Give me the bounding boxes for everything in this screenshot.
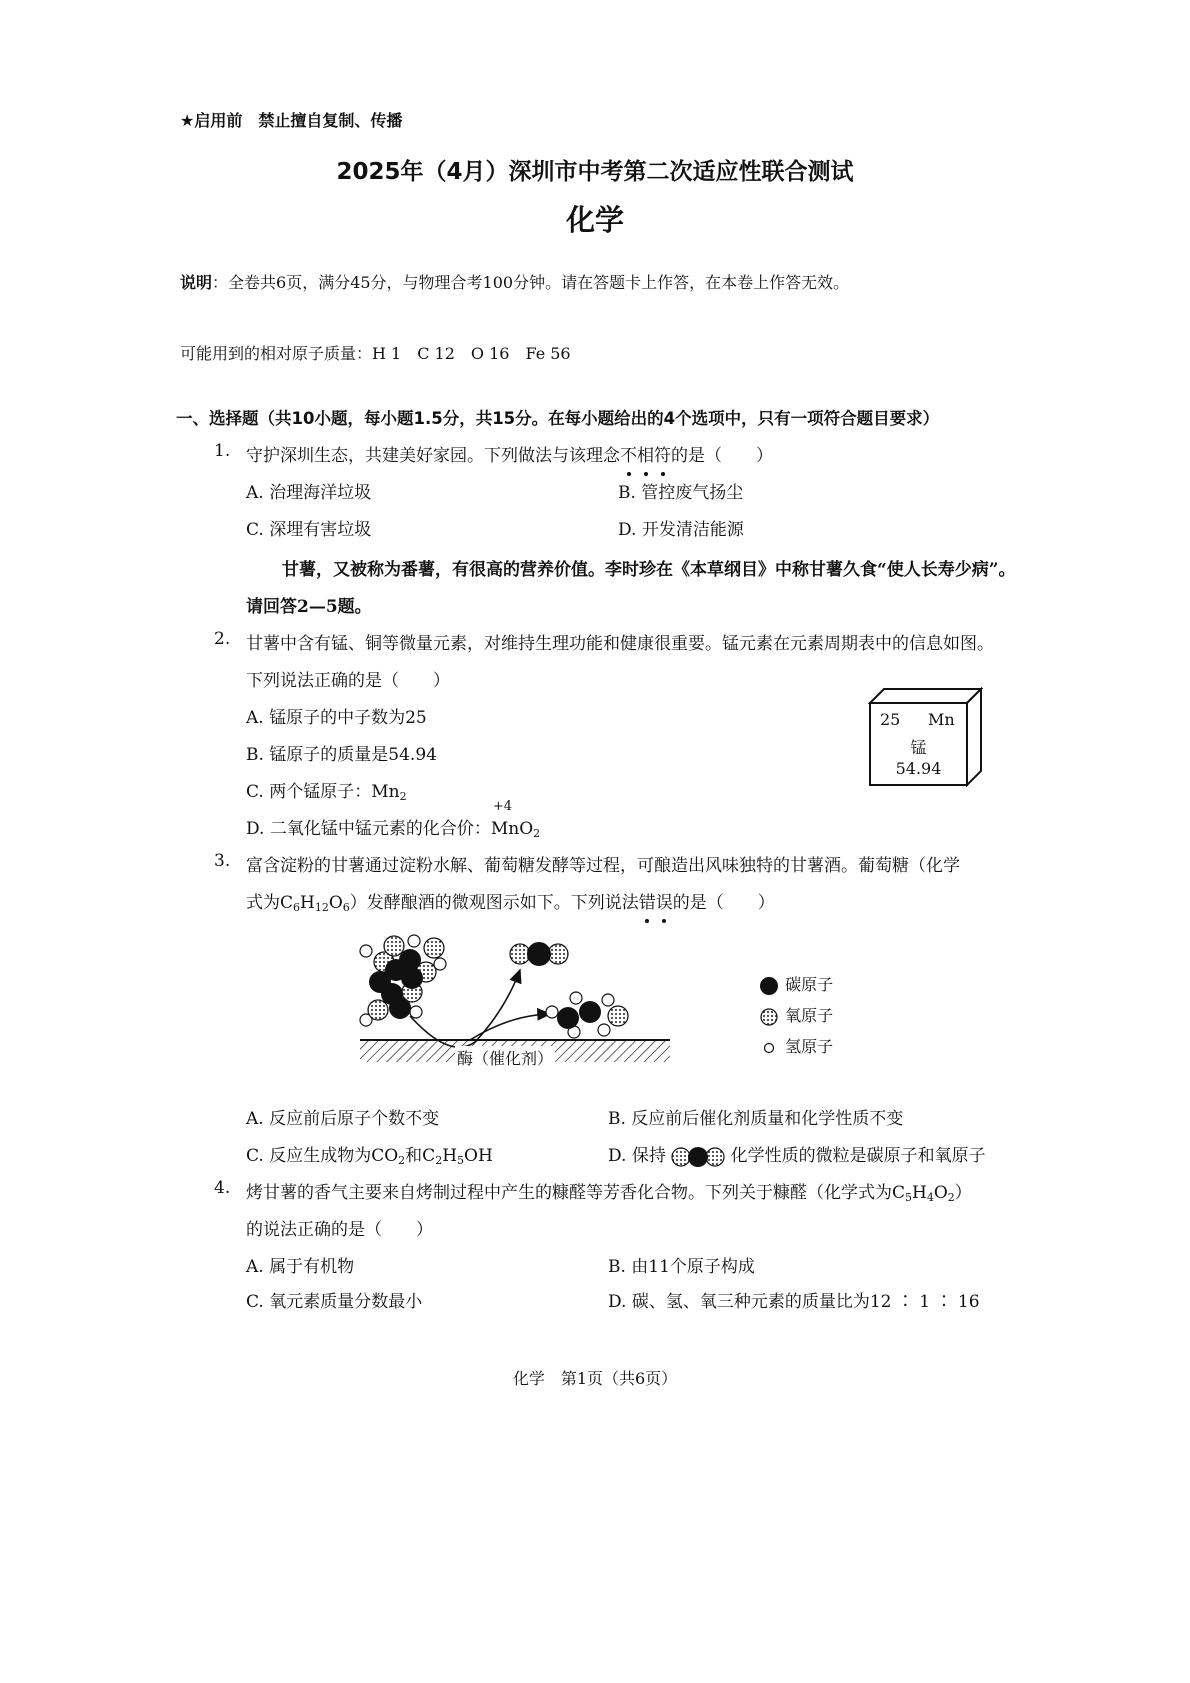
legend-carbon [758, 972, 833, 997]
co2-molecule-icon [671, 1146, 725, 1168]
ethanol-h-count: 5 [457, 1154, 465, 1167]
element-atomic-number: 25 [880, 710, 901, 729]
q3-emphasis-2: 误 [655, 893, 673, 913]
q1-emphasis-1: 不 [620, 446, 637, 466]
q3-stem-line-2 [246, 888, 775, 914]
passage-line-1: 甘薯，又被称为番薯，有很高的营养价值。李时珍在《本草纲目》中称甘薯久食“使人长寿少病”。 [282, 560, 1016, 580]
reaction-arrows [410, 970, 550, 1047]
q2-option-c-formula: Mn [371, 782, 400, 802]
element-name: 锰 [910, 738, 927, 757]
q2-number: 2. [214, 629, 231, 649]
q3-stem-line-2-start: 式为 [246, 893, 280, 913]
q2-option-d [246, 799, 541, 840]
q2-valence-mark: +4 [492, 799, 513, 814]
q4-option-a: A. 属于有机物 [246, 1257, 355, 1277]
q3-number: 3. [214, 851, 231, 871]
q2-option-a: A. 锰原子的中子数为25 [246, 708, 427, 728]
q4-option-d: D. 碳、氢、氧三种元素的质量比为12 ∶ 1 ∶ 16 [608, 1292, 980, 1312]
q4-stem-start: 烤甘薯的香气主要来自烤制过程中产生的糠醛等芳香化合物。下列关于糠醛（化学式为 [246, 1183, 892, 1203]
glucose-o-count: 6 [342, 901, 350, 914]
instructions-label: 说明 [180, 273, 213, 292]
q3-option-d-prefix: D. 保持 [608, 1146, 666, 1166]
q4-stem-line-2: 的说法正确的是（ ） [246, 1220, 433, 1240]
q4-stem-close: ） [954, 1183, 972, 1203]
co2-formula: CO [371, 1146, 399, 1166]
glucose-molecule [360, 935, 446, 1026]
furfural-c-count: 5 [905, 1191, 913, 1204]
q4-option-c: C. 氧元素质量分数最小 [246, 1292, 423, 1312]
q1-stem-end: 的是（ ） [671, 446, 773, 466]
q1-emphasis-3: 符 [654, 446, 671, 466]
glucose-h: H [300, 893, 315, 913]
q2-option-b: B. 锰原子的质量是54.94 [246, 745, 437, 765]
q2-option-d-formula: MnO [490, 819, 534, 839]
glucose-h-count: 12 [314, 901, 329, 914]
q1-number: 1. [214, 441, 231, 461]
q3-option-c-and: 和 [405, 1146, 423, 1166]
ethanol-c: C [422, 1146, 436, 1166]
q1-option-b: B. 管控废气扬尘 [618, 483, 744, 503]
q3-stem-line-2-mid: ）发酵酿酒的微观图示如下。下列说法 [349, 893, 639, 913]
glucose-c-count: 6 [293, 901, 301, 914]
legend-hydrogen-label: 氢原子 [785, 1037, 834, 1056]
ethanol-oh: OH [464, 1146, 493, 1166]
q2-stem-line-1: 甘薯中含有锰、铜等微量元素，对维持生理功能和健康很重要。锰元素在元素周期表中的信息如图。 [246, 634, 994, 654]
carbon-atom-icon [758, 975, 780, 997]
q2-option-d-subscript: 2 [533, 827, 541, 840]
q1-option-d: D. 开发清洁能源 [618, 520, 744, 540]
co2-subscript: 2 [398, 1154, 406, 1167]
catalyst-label: 酶（催化剂） [455, 1046, 555, 1069]
furfural-c: C [892, 1183, 906, 1203]
element-symbol: Mn [928, 710, 955, 729]
q3-stem-line-1: 富含淀粉的甘薯通过淀粉水解、葡萄糖发酵等过程，可酿造出风味独特的甘薯酒。葡萄糖（化学 [246, 856, 960, 876]
q2-option-c-text: C. 两个锰原子： [246, 782, 372, 802]
q1-option-a: A. 治理海洋垃圾 [246, 483, 372, 503]
glucose-o: O [328, 893, 343, 913]
ethanol-molecule [546, 992, 628, 1038]
q3-emphasis-1: 错 [638, 893, 656, 913]
furfural-o: O [933, 1183, 948, 1203]
hydrogen-atom-icon [758, 1037, 780, 1059]
section1-header: 一、选择题（共10小题，每小题1.5分，共15分。在每小题给出的4个选项中，只有一项符合题目要求） [176, 409, 940, 428]
q2-stem-line-2: 下列说法正确的是（ ） [246, 671, 450, 691]
instructions-text: ：全卷共6页，满分45分，与物理合考100分钟。请在答题卡上作答，在本卷上作答无效。 [212, 273, 850, 292]
q1-option-c: C. 深埋有害垃圾 [246, 520, 372, 540]
furfural-o-count: 2 [947, 1191, 955, 1204]
instructions [180, 270, 849, 293]
confidential-notice: ★启用前 禁止擅自复制、传播 [180, 111, 403, 130]
q1-emphasis-2: 相 [637, 446, 654, 466]
element-card-mn [868, 687, 983, 787]
exam-title: 2025年（4月）深圳市中考第二次适应性联合测试 [336, 159, 854, 185]
furfural-h: H [912, 1183, 927, 1203]
subject-title: 化学 [565, 203, 624, 237]
ethanol-c-count: 2 [435, 1154, 443, 1167]
passage-line-2: 请回答2—5题。 [246, 597, 372, 617]
atomic-masses: 可能用到的相对原子质量：H 1 C 12 O 16 Fe 56 [180, 344, 571, 363]
legend-oxygen-label: 氧原子 [785, 1006, 834, 1025]
oxygen-atom-icon [758, 1006, 780, 1028]
q2-option-c-subscript: 2 [399, 790, 407, 803]
legend-oxygen [758, 1003, 833, 1028]
legend-carbon-label: 碳原子 [785, 975, 834, 994]
ethanol-h: H [442, 1146, 458, 1166]
co2-molecule [510, 942, 568, 966]
q4-number: 4. [214, 1178, 231, 1198]
q4-stem-line-1 [246, 1178, 972, 1204]
q3-stem-line-2-end: 的是（ ） [672, 893, 775, 913]
q2-option-c [246, 777, 407, 803]
legend-hydrogen [758, 1034, 833, 1059]
q3-option-d-suffix: 化学性质的微粒是碳原子和氧原子 [730, 1146, 986, 1166]
page-footer: 化学 第1页（共6页） [512, 1369, 678, 1388]
q3-option-c [246, 1141, 493, 1167]
q1-stem-start: 守护深圳生态，共建美好家园。下列做法与该理念 [246, 446, 620, 466]
element-atomic-mass: 54.94 [895, 759, 942, 778]
q3-option-d [608, 1141, 986, 1168]
q3-option-c-text: C. 反应生成物为 [246, 1146, 372, 1166]
furfural-h-count: 4 [926, 1191, 934, 1204]
q1-stem [246, 441, 773, 466]
q2-option-d-text: D. 二氧化锰中锰元素的化合价： [246, 819, 491, 839]
q3-option-a: A. 反应前后原子个数不变 [246, 1109, 440, 1129]
glucose-c: C [280, 893, 294, 913]
q3-option-b: B. 反应前后催化剂质量和化学性质不变 [608, 1109, 904, 1129]
q4-option-b: B. 由11个原子构成 [608, 1257, 755, 1277]
